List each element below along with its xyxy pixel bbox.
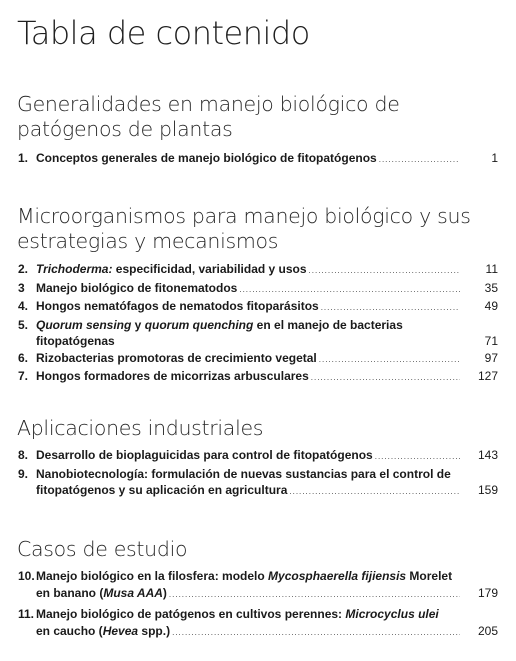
entry-page: 71 (484, 334, 498, 348)
entry-title: Manejo biológico de patógenos en cultivos perennes: Microcyclus ulei (36, 607, 439, 621)
entry-title-continued: fitopatógenas (36, 334, 115, 348)
section-heading-2 (17, 204, 471, 254)
entry-page: 97 (484, 350, 498, 365)
dot-leader (379, 152, 460, 169)
page-title: Tabla de contenido (17, 14, 310, 52)
section-entries-3 (18, 447, 498, 501)
toc-entry-11[interactable] (18, 606, 498, 641)
toc-entry-3[interactable] (18, 280, 498, 299)
dot-leader (309, 263, 460, 280)
toc-entry-4[interactable] (18, 298, 498, 317)
entry-title: Manejo biológico de fitonematodos (36, 280, 238, 295)
section-heading-line: estrategias y mecanismos (17, 229, 279, 253)
entry-title: Hongos formadores de micorrizas arbusculares (36, 369, 309, 383)
section-entries-1 (18, 150, 498, 169)
entry-number: 6. (18, 350, 29, 365)
dot-leader (289, 484, 460, 501)
section-heading-line: Microorganismos para manejo biológico y sus (17, 204, 471, 228)
entry-page: 11 (485, 262, 498, 276)
entry-number: 2. (18, 262, 29, 276)
entry-page: 49 (484, 299, 498, 313)
entry-number: 11. (18, 607, 35, 621)
section-entries-2 (18, 261, 498, 387)
entry-page: 127 (477, 369, 498, 383)
toc-entry-5[interactable] (18, 317, 498, 350)
entry-number: 7. (18, 369, 29, 383)
section-heading-4 (17, 537, 187, 562)
entry-number: 1. (18, 151, 29, 165)
entry-title: Conceptos generales de manejo biológico de fitopatógenos (36, 151, 377, 165)
entry-number: 4. (18, 299, 29, 313)
entry-title: Hongos nematófagos de nematodos fitoparásitos (36, 299, 319, 313)
dot-leader (239, 282, 460, 299)
toc-entry-2[interactable] (18, 261, 498, 280)
dot-leader (172, 625, 460, 642)
entry-number: 5. (18, 317, 29, 332)
entry-title-continued: en banano (Musa AAA) (36, 585, 167, 600)
entry-number: 10. (18, 569, 35, 583)
entry-title: Nanobiotecnología: formulación de nuevas sustancias para el control de (36, 466, 451, 481)
toc-entry-7[interactable] (18, 368, 498, 387)
dot-leader (169, 587, 460, 604)
entry-page: 159 (477, 483, 498, 497)
section-heading-line: Aplicaciones industriales (17, 416, 264, 440)
entry-title: Rizobacterias promotoras de crecimiento vegetal (36, 350, 317, 365)
entry-title-continued: en caucho (Hevea spp.) (36, 623, 171, 638)
entry-page: 205 (477, 623, 498, 638)
section-heading-line: Casos de estudio (17, 537, 188, 561)
entry-page: 179 (477, 585, 498, 600)
entry-title: Desarrollo de bioplaguicidas para control de fitopatógenos (36, 448, 373, 462)
entry-title: Trichoderma: especificidad, variabilidad y usos (36, 262, 307, 276)
dot-leader (375, 449, 460, 466)
section-heading-line: Generalidades en manejo biológico de (17, 92, 400, 116)
toc-entry-9[interactable] (18, 466, 498, 501)
entry-title: Manejo biológico en la filosfera: modelo Mycosphaerella fijiensis Morelet (36, 569, 453, 583)
section-entries-4 (18, 568, 498, 641)
toc-entry-10[interactable] (18, 568, 498, 603)
dot-leader (311, 370, 460, 387)
entry-number: 9. (18, 466, 29, 481)
entry-page: 35 (484, 280, 498, 295)
entry-page: 143 (477, 448, 498, 462)
entry-number: 3 (18, 280, 25, 295)
entry-title: Quorum sensing y quorum quenching en el manejo de bacterias (36, 317, 403, 332)
entry-number: 8. (18, 448, 29, 462)
toc-entry-6[interactable] (18, 350, 498, 369)
toc-entry-1[interactable] (18, 150, 498, 169)
entry-title-continued: fitopatógenos y su aplicación en agricultura (36, 483, 288, 497)
section-heading-1 (17, 92, 400, 142)
entry-page: 1 (491, 151, 498, 165)
toc-entry-8[interactable] (18, 447, 498, 466)
section-heading-line: patógenos de plantas (17, 117, 233, 141)
dot-leader (319, 352, 460, 369)
dot-leader (321, 300, 460, 317)
section-heading-3 (17, 416, 263, 441)
